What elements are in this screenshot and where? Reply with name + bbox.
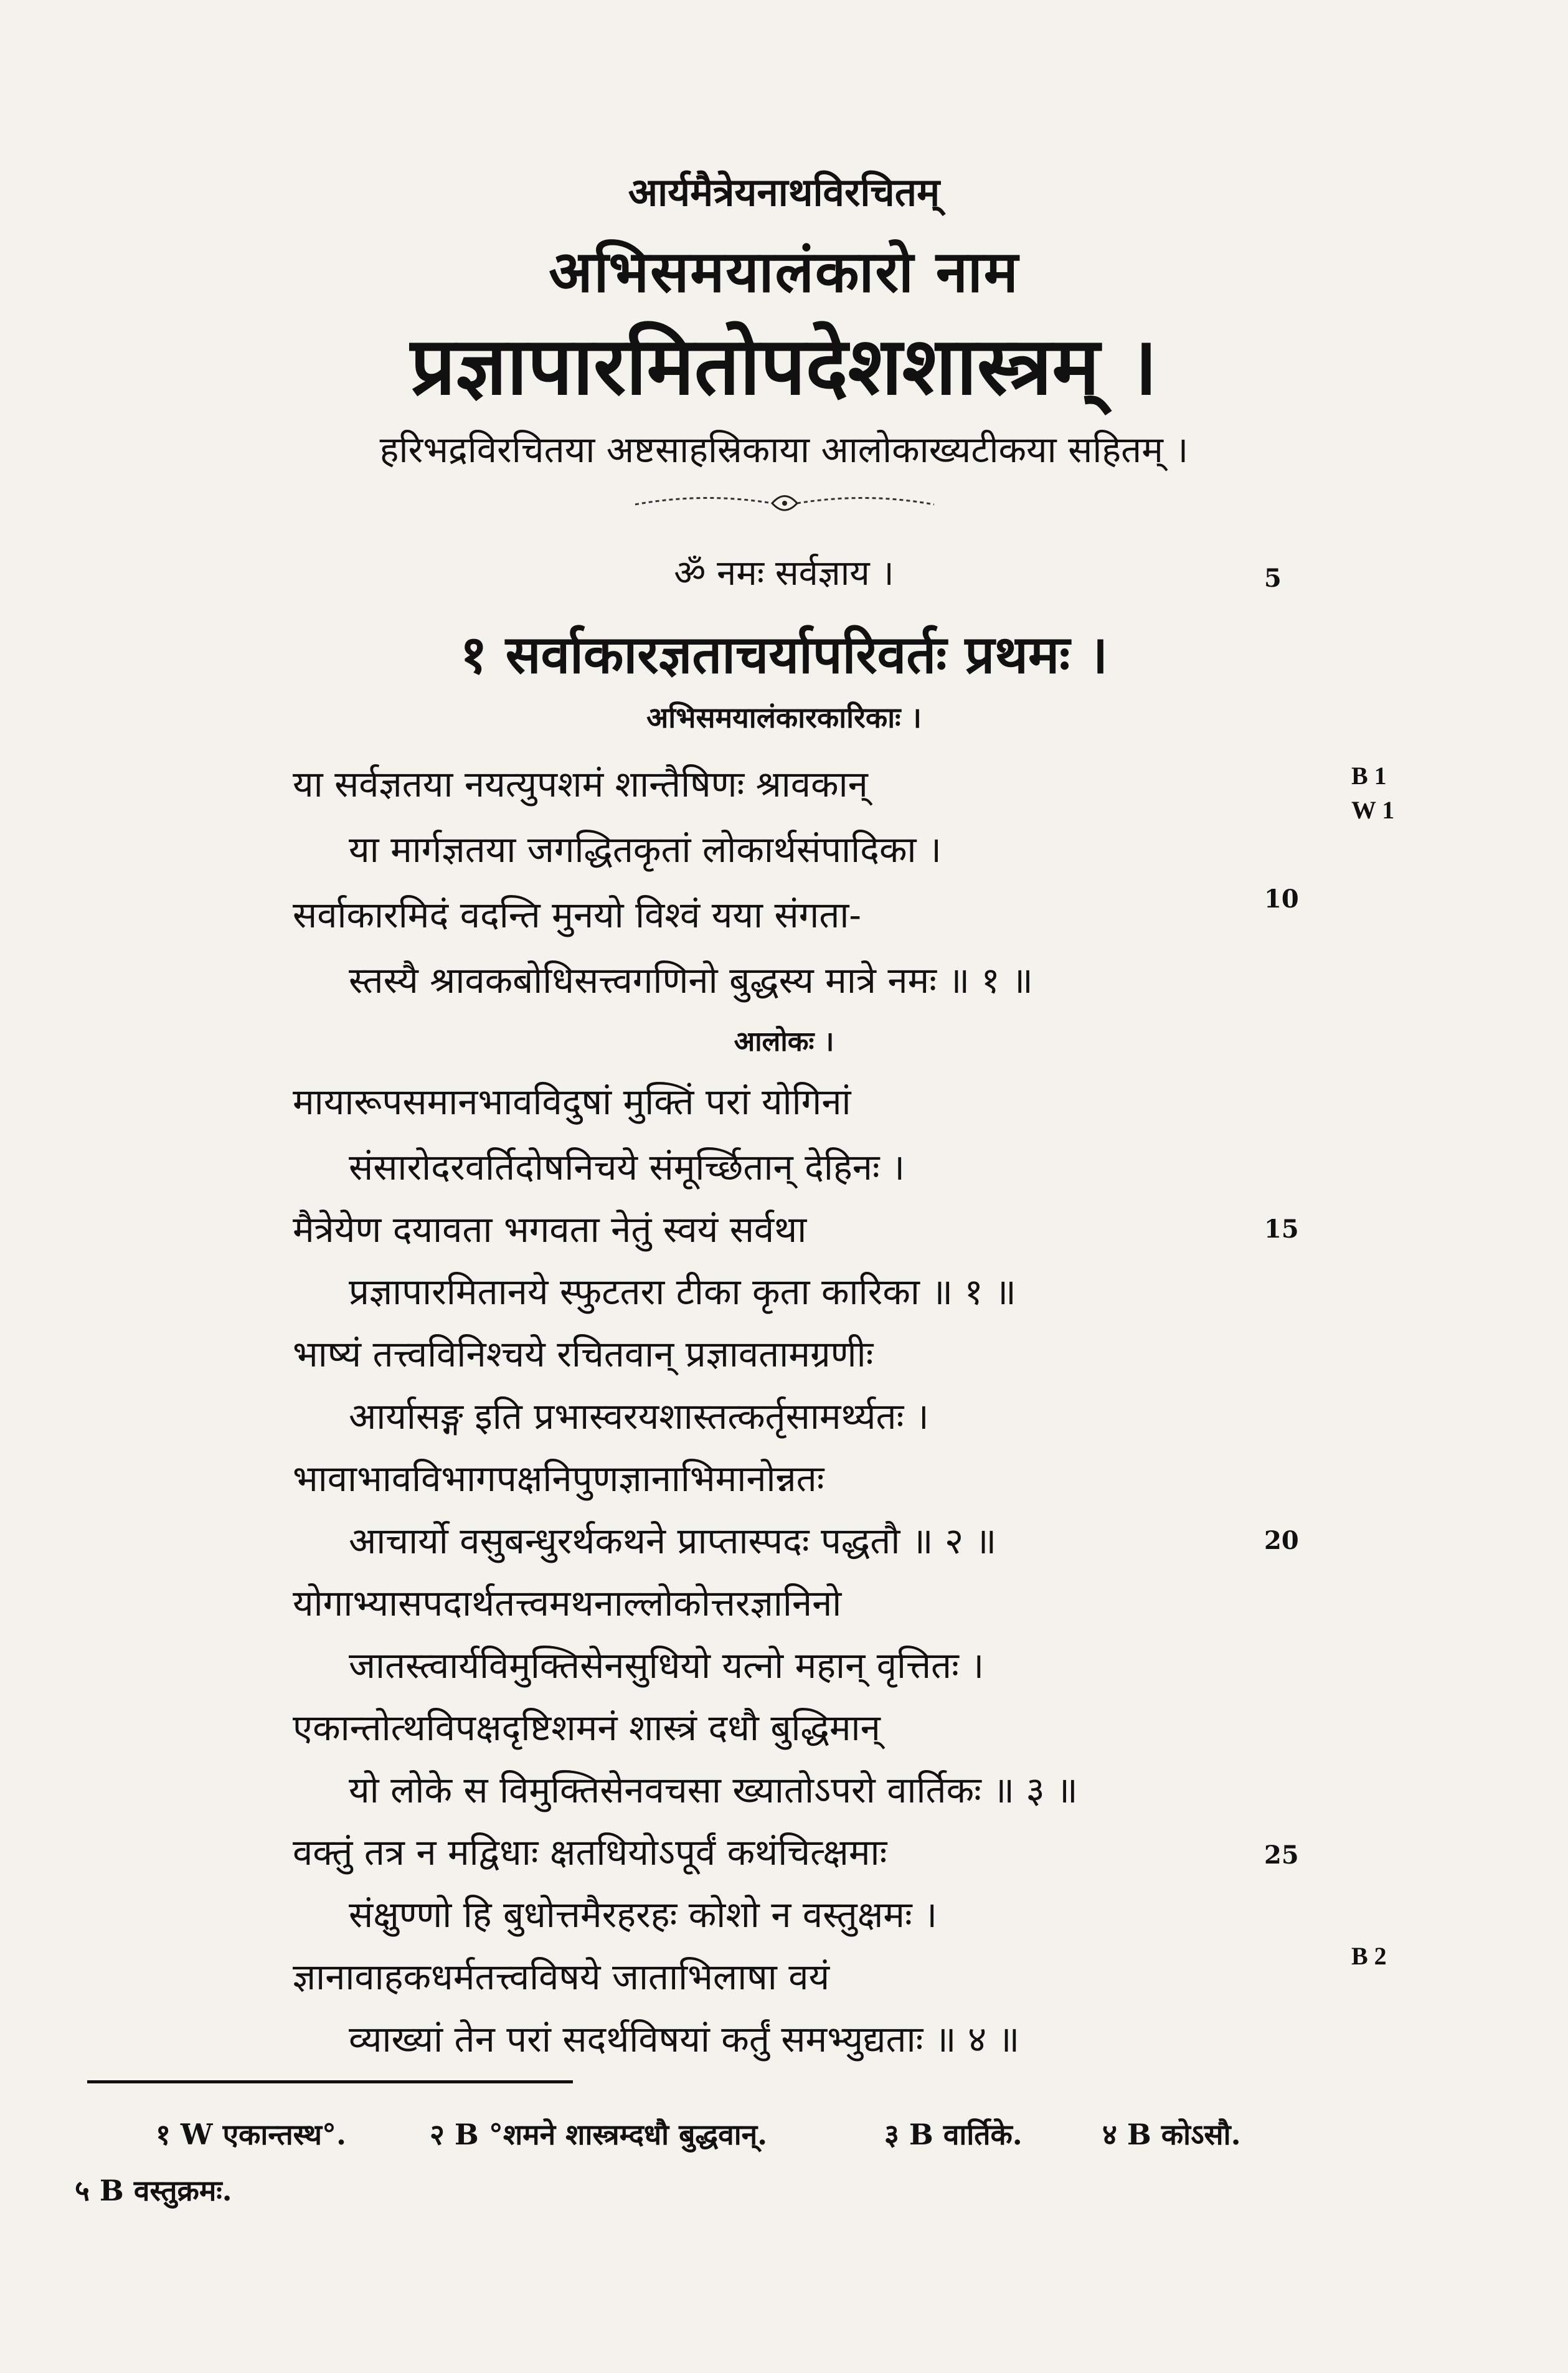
aloka-line-7: भावाभावविभागपक्षनिपुणज्ञानाभिमानोन्नतः	[293, 1457, 824, 1500]
aloka-line-16: व्याख्यां तेन परां सदर्थविषयां कर्तुं समभ्युद्यताः ॥ ४ ॥	[349, 2018, 1020, 2060]
aloka-line-5: भाष्यं तत्त्वविनिश्चये रचितवान् प्रज्ञावतामग्रणीः	[293, 1333, 874, 1375]
aloka-line-15: ज्ञानावाहकधर्मतत्त्वविषये जाताभिलाषा वयं	[293, 1956, 830, 1998]
karika-line-1: या सर्वज्ञतया नयत्युपशमं शान्तैषिणः श्रावकान्	[293, 763, 868, 805]
aloka-line-14: संक्षुण्णो हि बुधोत्तमैरहरहः कोशो न वस्तुक्षमः ।	[349, 1893, 938, 1936]
aloka-line-2: संसारोदरवर्तिदोषनिचये संमूर्च्छितान् देहिनः ।	[349, 1146, 905, 1188]
footnote-1: १ W एकान्तस्थ°.	[156, 2118, 347, 2151]
work-title: प्रज्ञापारमितोपदेशशास्त्रम् ।	[410, 320, 1158, 413]
chapter-title: १ सर्वाकारज्ञताचर्यापरिवर्तः प्रथमः ।	[460, 623, 1108, 685]
karika-line-3: सर्वाकारमिदं वदन्ति मुनयो विश्वं यया संगता-	[293, 894, 861, 936]
karika-heading: अभिसमयालंकारकारिकाः ।	[646, 701, 922, 734]
karika-line-4: स्तस्यै श्रावकबोधिसत्त्वगणिनो बुद्धस्य मात्रे नमः ॥ १ ॥	[349, 959, 1033, 1002]
work-subtitle: अभिसमयालंकारो नाम	[549, 238, 1019, 305]
aloka-line-8: आचार्यो वसुबन्धुरर्थकथने प्राप्तास्पदः पद्धतौ ॥ २ ॥	[349, 1520, 997, 1562]
aloka-line-12: यो लोके स विमुक्तिसेनवचसा ख्यातोऽपरो वार्तिकः ॥ ३ ॥	[349, 1769, 1078, 1811]
footnote-rule	[87, 2080, 573, 2083]
footnote-2: २ B °शमने शास्त्रम्दधौ बुद्धवान्.	[430, 2118, 768, 2151]
author-line: आर्यमैत्रेयनाथविरचितम्	[628, 169, 940, 215]
karika-line-2: या मार्गज्ञतया जगद्धितकृतां लोकार्थसंपादिका ।	[349, 828, 942, 871]
aloka-line-6: आर्यासङ्ग इति प्रभास्वरयशास्तत्कर्तृसामर्थ्यतः ।	[349, 1395, 929, 1438]
line-number: 15	[1264, 1215, 1299, 1244]
aloka-line-1: मायारूपसमानभावविदुषां मुक्तिं परां योगिनां	[293, 1081, 851, 1123]
siglum-b2: B 2	[1351, 1942, 1387, 1970]
footnote-5: ५ B वस्तुक्रमः.	[75, 2174, 232, 2207]
aloka-heading: आलोकः ।	[734, 1026, 834, 1058]
invocation: ॐ नमः सर्वज्ञाय ।	[674, 553, 894, 594]
aloka-line-9: योगाभ्यासपदार्थतत्त्वमथनाल्लोकोत्तरज्ञानिनो	[293, 1582, 842, 1624]
siglum-w1: W 1	[1351, 796, 1395, 824]
line-number: 20	[1264, 1526, 1299, 1555]
aloka-line-3: मैत्रेयेण दयावता भगवता नेतुं स्वयं सर्वथा	[293, 1208, 807, 1251]
line-number: 10	[1264, 884, 1299, 914]
aloka-line-4: प्रज्ञापारमितानये स्फुटतरा टीका कृता कारिका ॥ १ ॥	[349, 1271, 1016, 1313]
line-number: 5	[1264, 564, 1282, 593]
aloka-line-10: जातस्त्वार्यविमुक्तिसेनसुधियो यत्नो महान् वृत्तितः ।	[349, 1644, 985, 1687]
ornament-divider-icon	[629, 486, 940, 523]
footnote-4: ४ B कोऽसौ.	[1102, 2118, 1241, 2151]
aloka-line-11: एकान्तोत्थविपक्षदृष्टिशमनं शास्त्रं दधौ बुद्धिमान्	[293, 1707, 881, 1749]
commentary-line: हरिभद्रविरचितया अष्टसाहस्रिकाया आलोकाख्यटीकया सहितम् ।	[379, 429, 1189, 471]
line-number: 25	[1264, 1840, 1299, 1870]
aloka-line-13: वक्तुं तत्र न मद्विधाः क्षतधियोऽपूर्वं कथंचित्क्षमाः	[293, 1831, 887, 1873]
footnote-3: ३ B वार्तिके.	[884, 2118, 1023, 2151]
siglum-b1: B 1	[1351, 762, 1387, 790]
